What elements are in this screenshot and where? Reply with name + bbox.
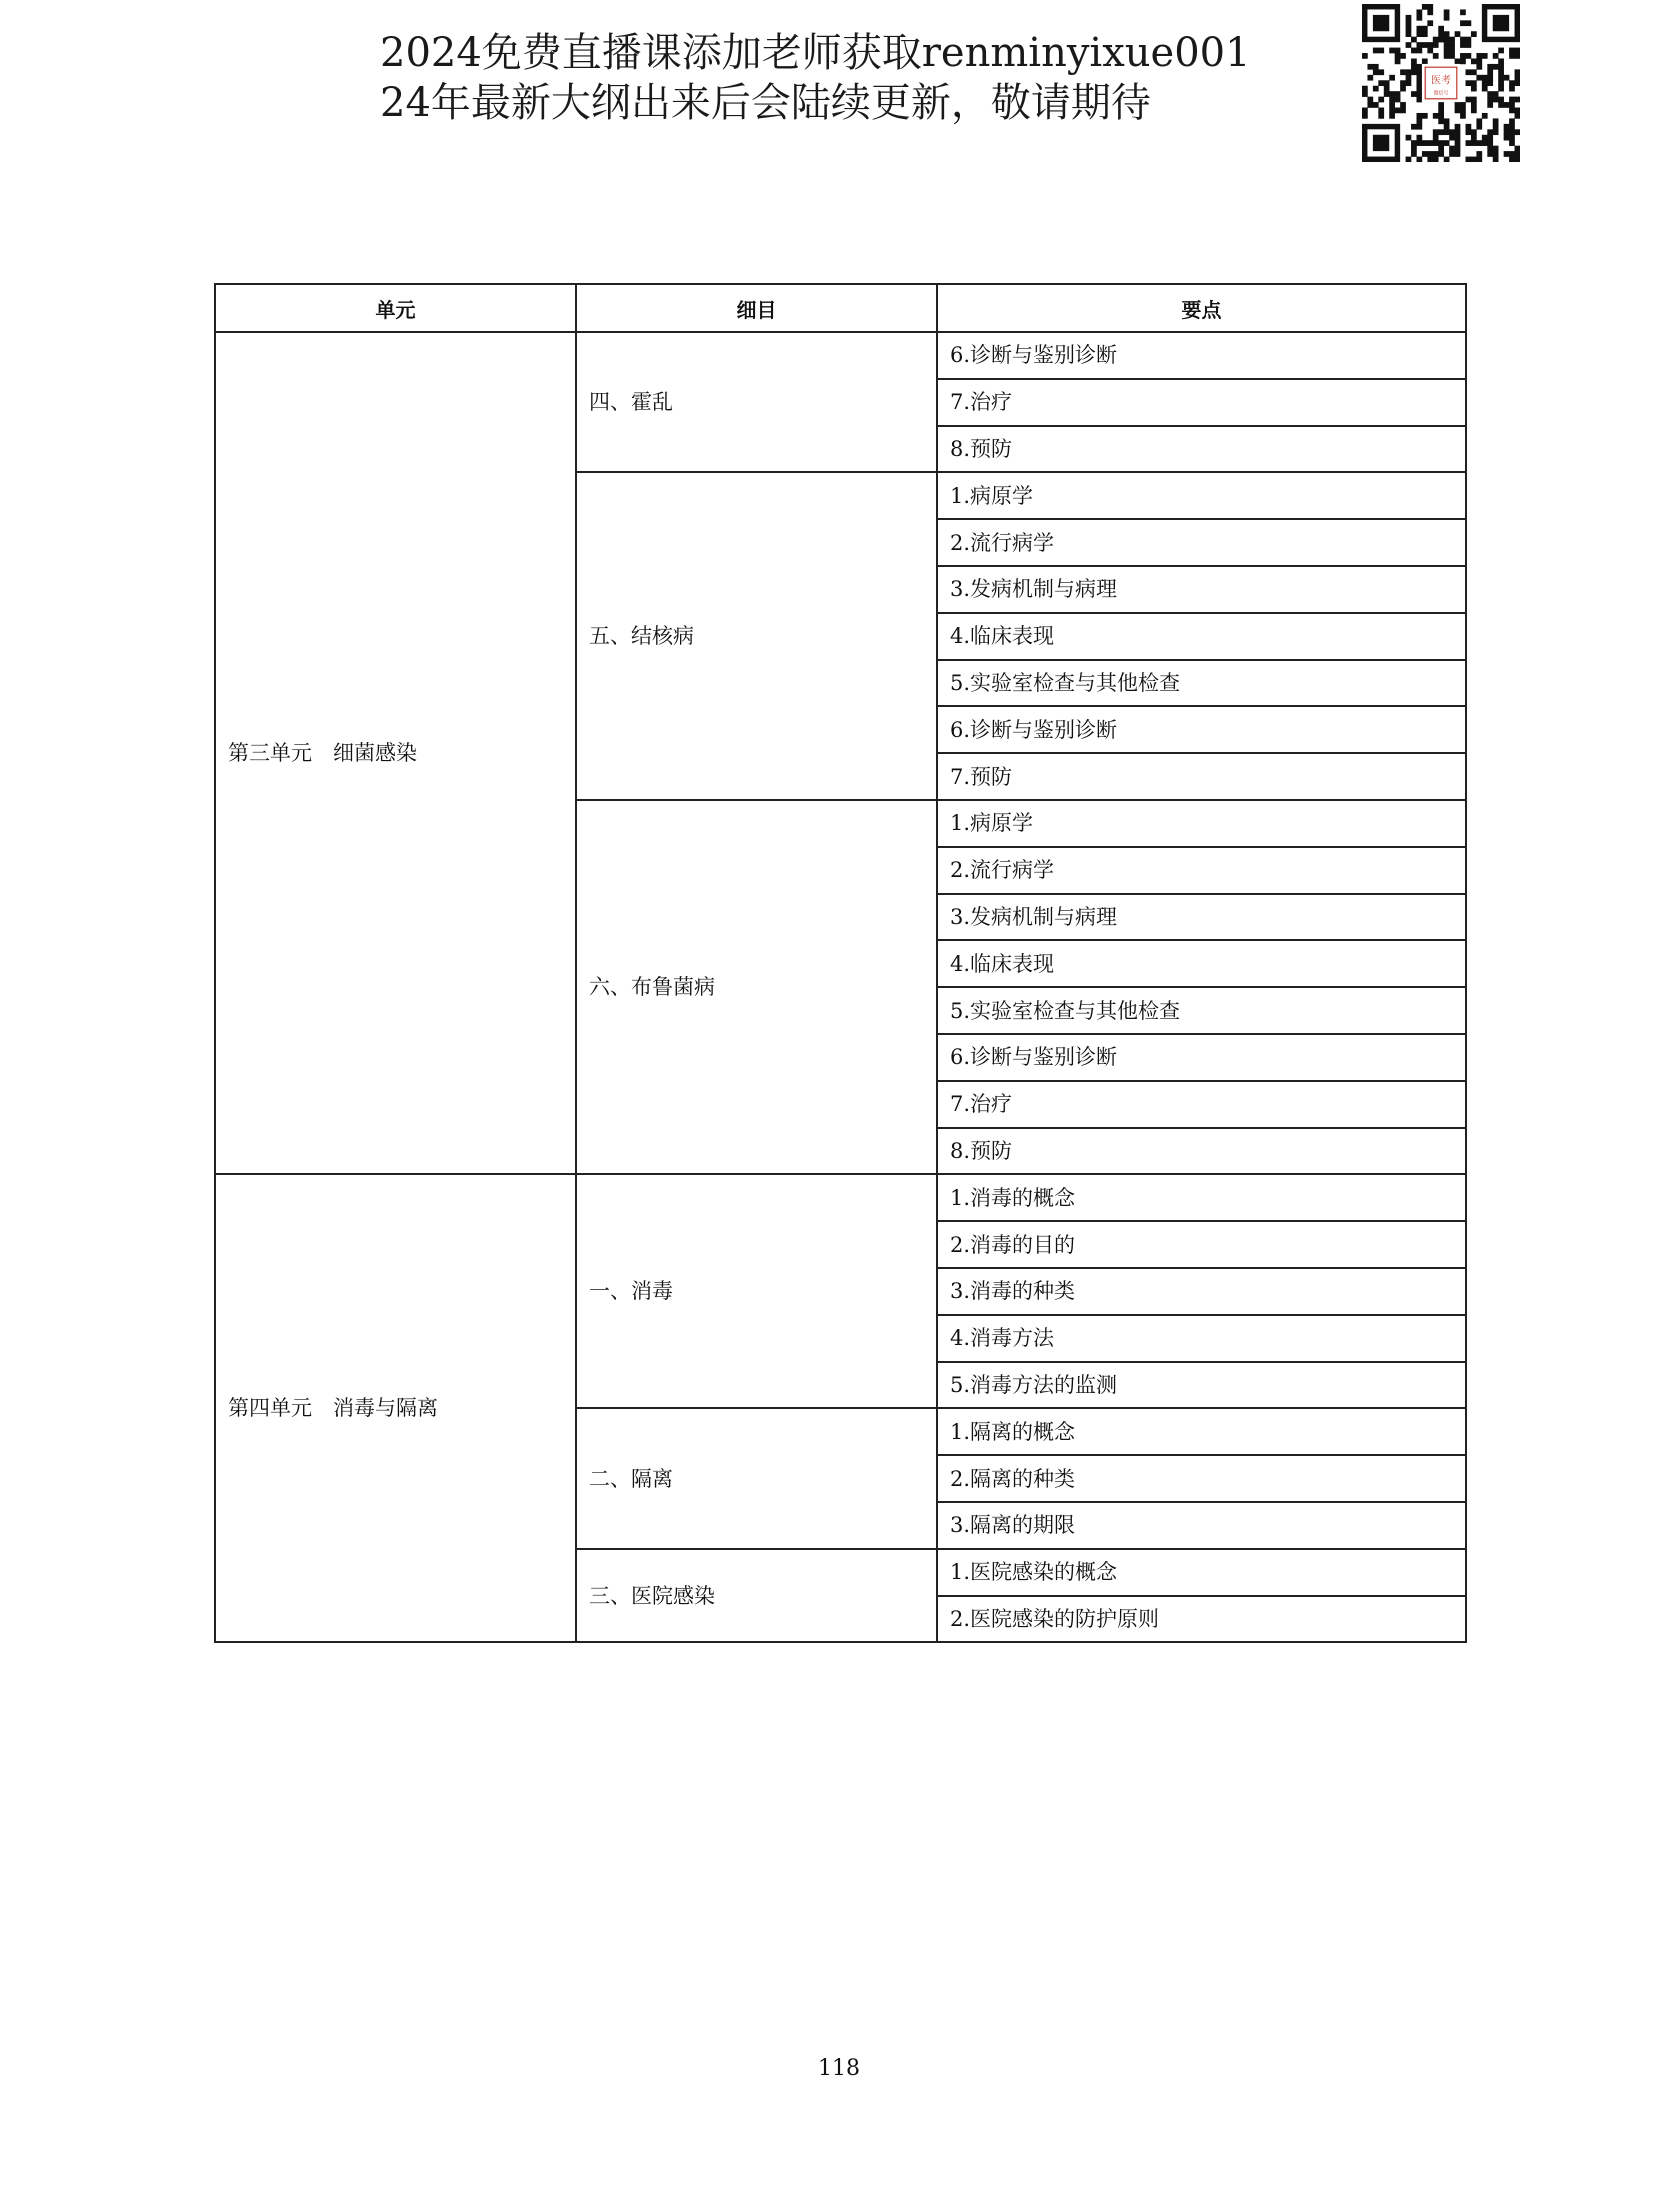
point-cell: 7.预防 [937, 753, 1466, 800]
point-cell: 2.流行病学 [937, 519, 1466, 566]
point-cell: 3.消毒的种类 [937, 1268, 1466, 1315]
svg-text:微信号: 微信号 [1433, 90, 1449, 97]
point-cell: 1.消毒的概念 [937, 1174, 1466, 1221]
point-cell: 4.临床表现 [937, 940, 1466, 987]
table-header-row [215, 284, 1466, 332]
table-row [215, 332, 1466, 379]
point-cell: 5.实验室检查与其他检查 [937, 987, 1466, 1034]
unit-cell: 第四单元 消毒与隔离 [215, 1174, 576, 1642]
item-cell: 四、霍乱 [576, 332, 937, 472]
item-cell: 三、医院感染 [576, 1549, 937, 1643]
point-cell: 2.医院感染的防护原则 [937, 1596, 1466, 1643]
qr-code-icon [1362, 4, 1520, 162]
header-line-1: 2024免费直播课添加老师获取renminyixue001 [380, 30, 1251, 76]
point-cell: 3.发病机制与病理 [937, 566, 1466, 613]
point-cell: 1.病原学 [937, 800, 1466, 847]
svg-text:医考: 医考 [1431, 75, 1451, 87]
page-number: 118 [818, 2056, 860, 2081]
point-cell: 7.治疗 [937, 1081, 1466, 1128]
point-cell: 3.隔离的期限 [937, 1502, 1466, 1549]
point-cell: 7.治疗 [937, 379, 1466, 426]
item-cell: 六、布鲁菌病 [576, 800, 937, 1174]
point-cell: 3.发病机制与病理 [937, 894, 1466, 941]
point-cell: 4.消毒方法 [937, 1315, 1466, 1362]
item-cell: 二、隔离 [576, 1408, 937, 1548]
point-cell: 1.医院感染的概念 [937, 1549, 1466, 1596]
point-cell: 8.预防 [937, 426, 1466, 473]
unit-cell: 第三单元 细菌感染 [215, 332, 576, 1174]
point-cell: 8.预防 [937, 1128, 1466, 1175]
point-cell: 2.消毒的目的 [937, 1221, 1466, 1268]
item-cell: 一、消毒 [576, 1174, 937, 1408]
point-cell: 1.病原学 [937, 472, 1466, 519]
point-cell: 2.流行病学 [937, 847, 1466, 894]
header-item: 细目 [576, 284, 937, 332]
point-cell: 5.消毒方法的监测 [937, 1362, 1466, 1409]
syllabus-table [214, 283, 1467, 1643]
point-cell: 4.临床表现 [937, 613, 1466, 660]
point-cell: 6.诊断与鉴别诊断 [937, 706, 1466, 753]
item-cell: 五、结核病 [576, 472, 937, 800]
header-point: 要点 [937, 284, 1466, 332]
table-row [215, 1174, 1466, 1221]
point-cell: 5.实验室检查与其他检查 [937, 660, 1466, 707]
point-cell: 2.隔离的种类 [937, 1455, 1466, 1502]
point-cell: 6.诊断与鉴别诊断 [937, 1034, 1466, 1081]
point-cell: 1.隔离的概念 [937, 1408, 1466, 1455]
page-header [380, 28, 1251, 128]
point-cell: 6.诊断与鉴别诊断 [937, 332, 1466, 379]
header-unit: 单元 [215, 284, 576, 332]
header-line-2: 24年最新大纲出来后会陆续更新，敬请期待 [380, 80, 1151, 126]
